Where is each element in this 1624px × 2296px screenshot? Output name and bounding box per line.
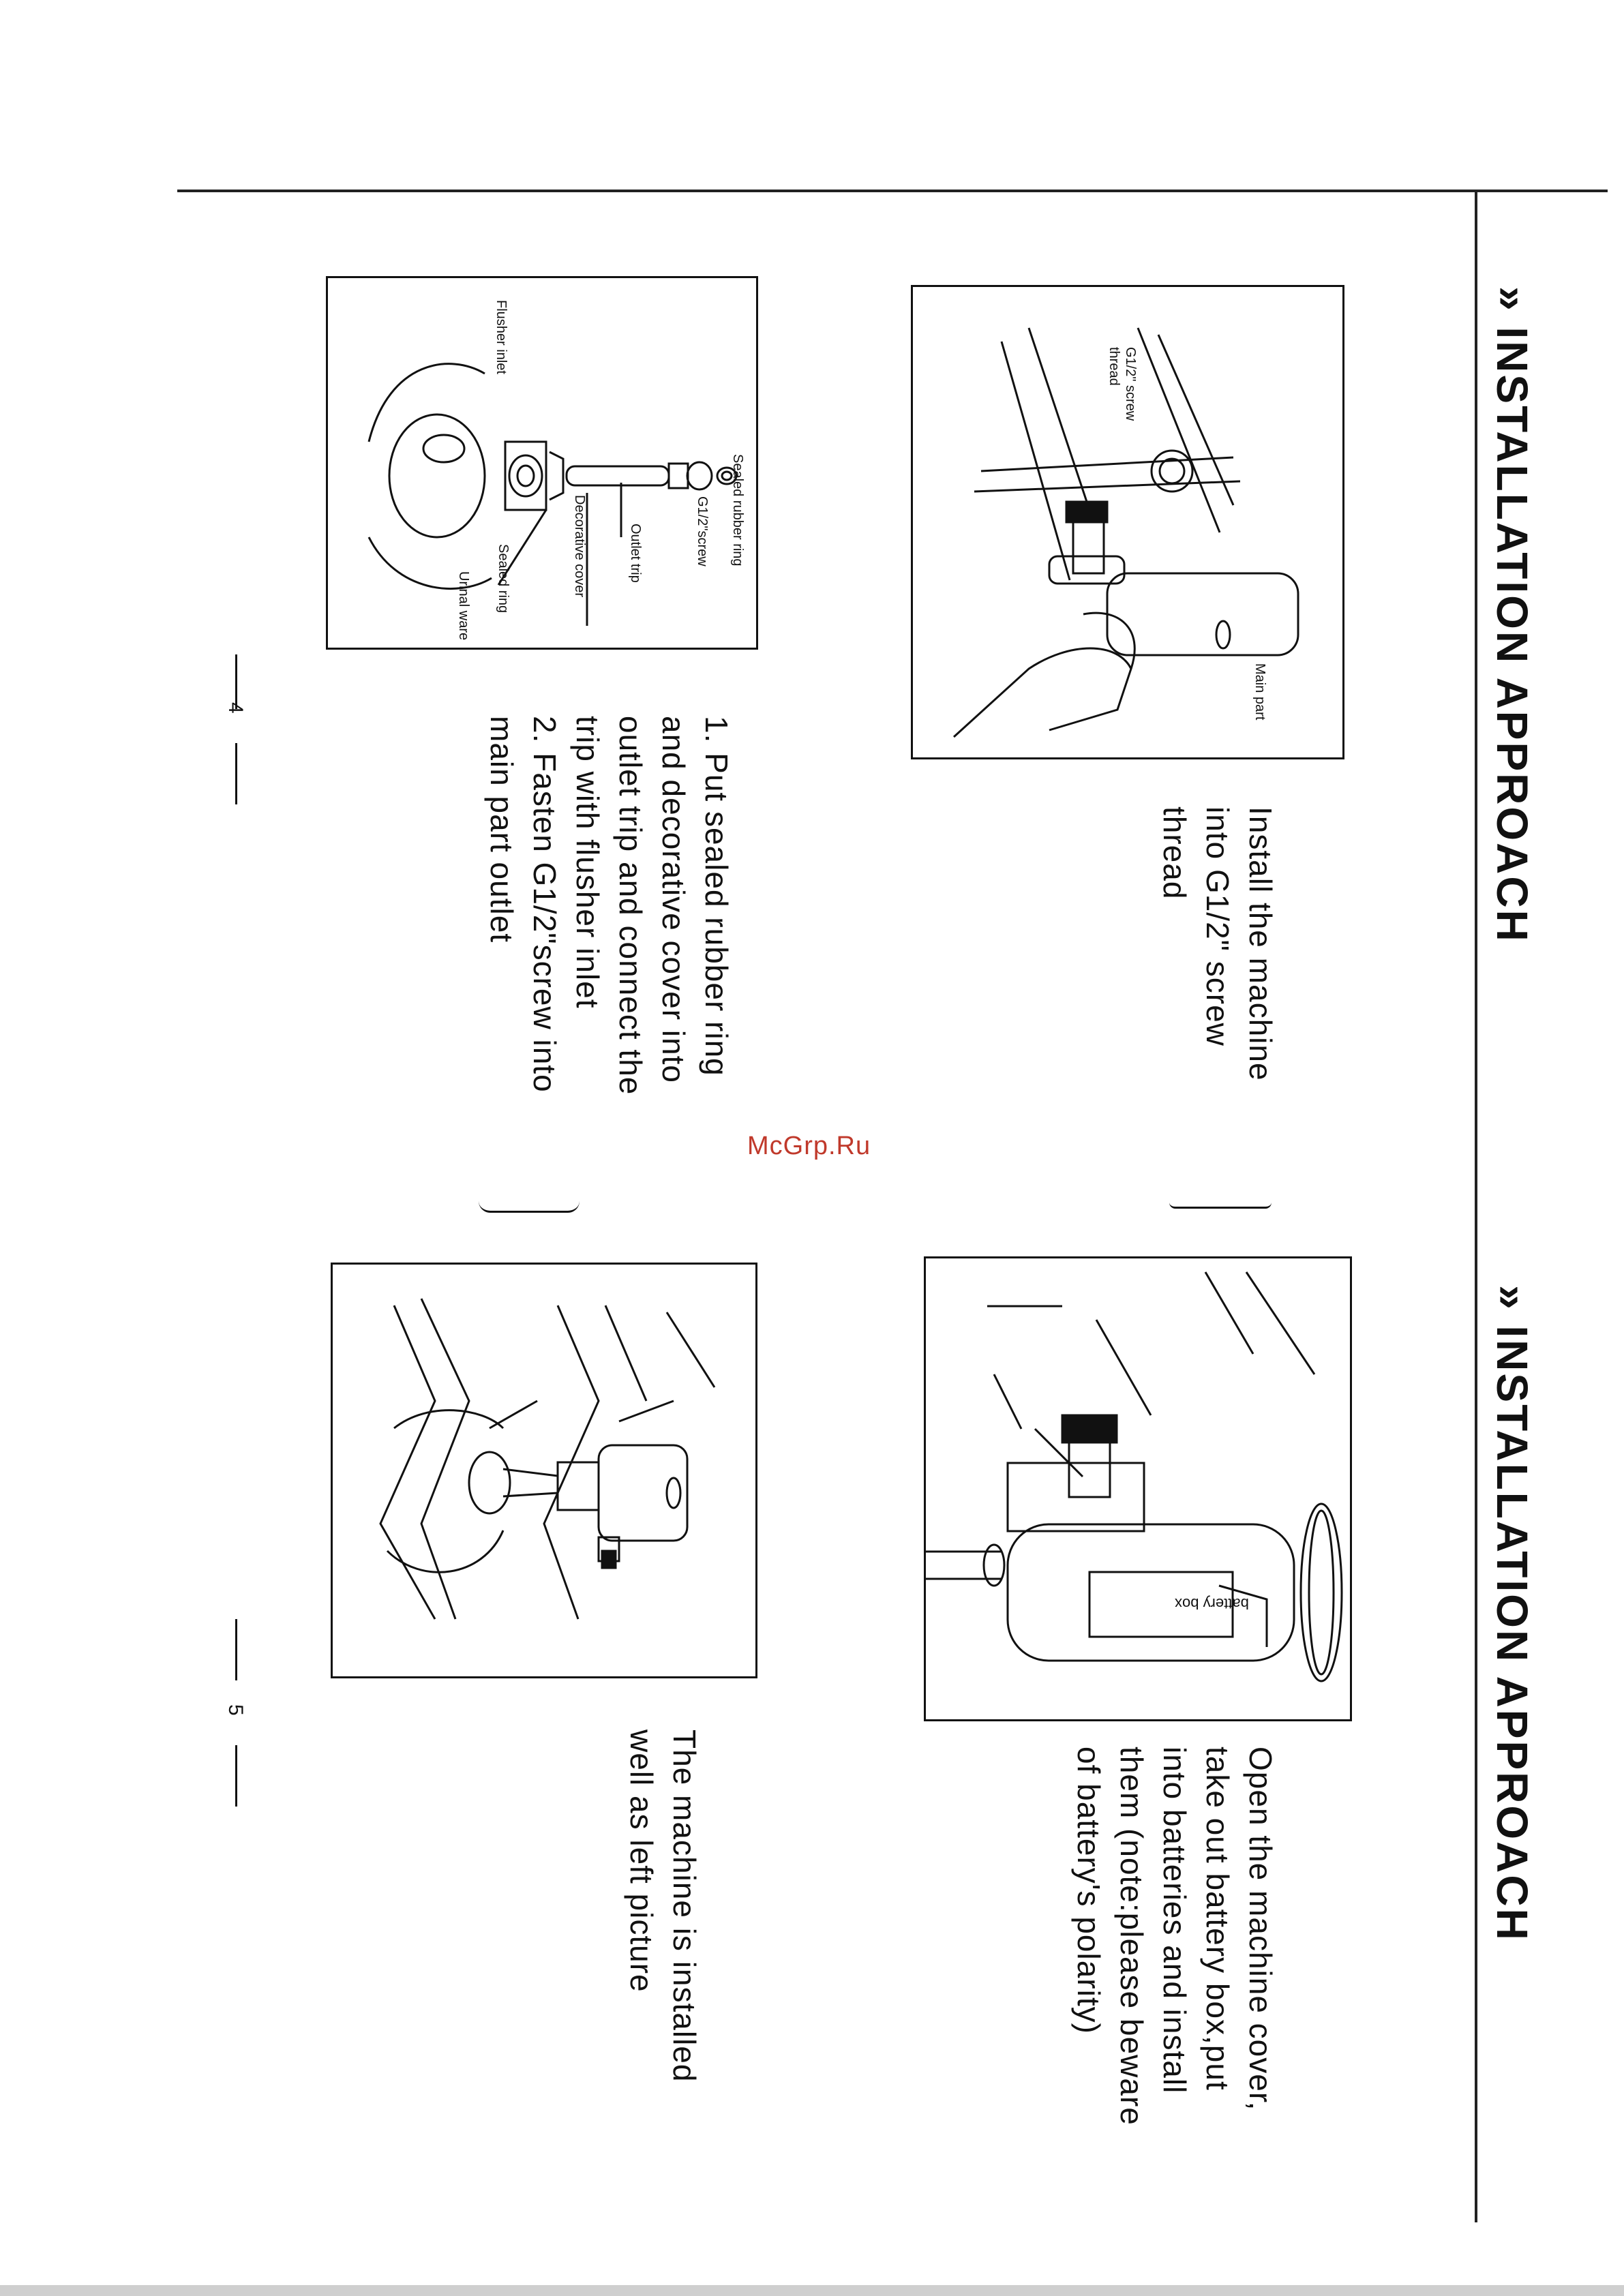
figure-parts-diagram — [326, 276, 758, 650]
label-main-part-text: Main part — [1252, 663, 1267, 721]
label-sealed-ring — [496, 544, 511, 613]
label-flusher-inlet — [494, 300, 509, 374]
heading-left — [1488, 286, 1537, 943]
label-sealed-rubber-ring — [730, 454, 745, 567]
watermark: McGrp.Ru — [747, 1132, 871, 1160]
step-b-line-3: outlet trip and connect the — [613, 716, 648, 1096]
page-number-4: 4 — [224, 702, 247, 714]
figure-battery-box — [924, 1256, 1352, 1721]
heading-right-text: INSTALLATION APPROACH — [1488, 1325, 1537, 1942]
page-number-5-rule-top — [235, 1619, 237, 1680]
label-thread-line2: thread — [1107, 347, 1122, 386]
step-c-line-2: take out battery box,put — [1200, 1747, 1235, 2091]
step-d-line-2: well as left picture — [624, 1729, 659, 1993]
figure-install-machine — [911, 285, 1344, 759]
step-c-text — [1067, 1747, 1282, 2126]
figure-parts-drawing — [328, 278, 756, 648]
heading-right — [1488, 1285, 1537, 1942]
label-sealed-ring-text: Sealed ring — [496, 544, 511, 614]
step-a-line-3: thread — [1157, 806, 1192, 900]
label-flusher-inlet-text: Flusher inlet — [494, 300, 509, 374]
step-b-line-2: and decorative cover into — [656, 716, 691, 1083]
figure-battery-box-drawing — [926, 1258, 1350, 1719]
label-battery-box — [1175, 1596, 1249, 1611]
step-d-text — [620, 1729, 706, 2082]
step-b-line-4: trip with flusher inlet — [570, 716, 605, 1009]
label-outlet-trip-text: Outlet trip — [628, 524, 643, 583]
step-c-line-3: into batteries and install — [1157, 1747, 1192, 2094]
double-chevron-icon: » — [1488, 1285, 1537, 1312]
label-outlet-trip — [628, 524, 643, 583]
step-a-line-1: Install the machine — [1243, 806, 1278, 1081]
label-urinal-ware — [456, 571, 471, 640]
step-c-line-1: Open the machine cover, — [1243, 1747, 1278, 2111]
scan-bottom-edge — [0, 2285, 1624, 2296]
label-thread-line1: G1/2" screw — [1123, 347, 1138, 421]
step-c-line-5: of battery's polarity) — [1071, 1747, 1107, 2034]
step-d-line-1: The machine is installed — [667, 1729, 702, 2083]
label-battery-box-text: battery box — [1175, 1595, 1249, 1612]
header-vertical-rule — [1475, 191, 1477, 2222]
page-number-4-rule-bottom — [235, 743, 237, 804]
step-a-text — [1153, 806, 1282, 1081]
step-a-line-2: into G1/2" screw — [1200, 806, 1235, 1046]
label-thread-2 — [1107, 347, 1122, 386]
label-main-part — [1252, 663, 1267, 720]
label-decorative-cover-text: Decorative cover — [572, 495, 587, 598]
label-decorative-cover — [572, 495, 587, 597]
figure-installed-machine — [331, 1263, 757, 1678]
step-c-line-4: them (note:please beware — [1114, 1747, 1149, 2126]
double-chevron-icon: » — [1488, 286, 1537, 313]
fold-mark-right — [1169, 1203, 1272, 1209]
page-number-4-rule-top — [235, 654, 237, 709]
step-b-line-6: main part outlet — [484, 716, 520, 943]
step-b-line-1: 1. Put sealed rubber ring — [699, 716, 734, 1076]
step-b-line-5: 2. Fasten G1/2"screw into — [527, 716, 562, 1093]
label-urinal-ware-text: Urinal ware — [456, 571, 471, 641]
label-g12-screw — [695, 496, 710, 567]
figure-installed-machine-drawing — [333, 1265, 755, 1676]
label-thread — [1123, 347, 1138, 421]
step-b-text — [480, 716, 738, 1095]
top-rule — [177, 190, 1608, 192]
page-number-5: 5 — [224, 1704, 247, 1716]
heading-left-text: INSTALLATION APPROACH — [1488, 327, 1537, 943]
label-sealed-rubber-ring-text: Sealed rubber ring — [730, 454, 745, 567]
label-g12-screw-text: G1/2"screw — [695, 496, 710, 567]
page-number-5-rule-bottom — [235, 1745, 237, 1807]
fold-mark-left — [479, 1201, 580, 1213]
